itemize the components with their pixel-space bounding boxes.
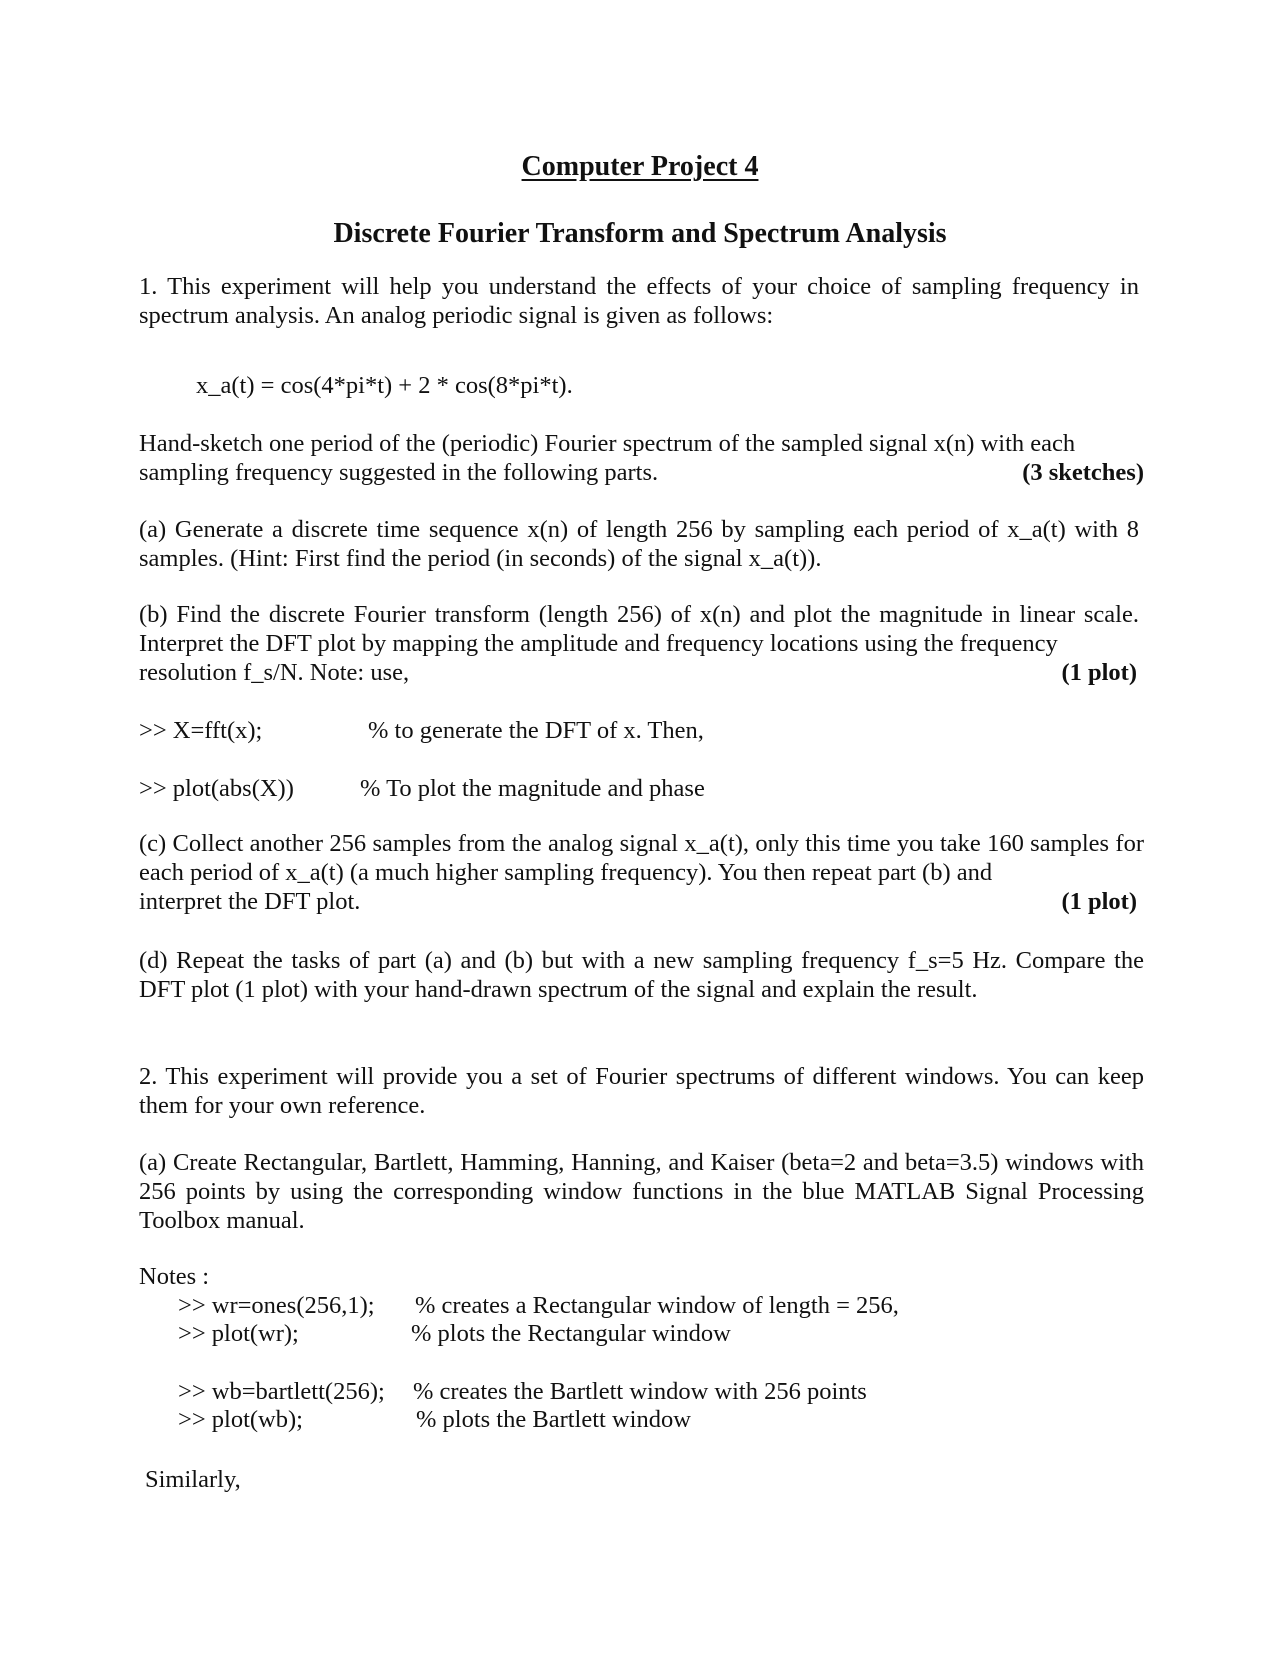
q1-formula: x_a(t) = cos(4*pi*t) + 2 * cos(8*pi*t). xyxy=(196,372,573,399)
q1-sketch-text: Hand-sketch one period of the (periodic) Fourier spectrum of the sampled signal x(n) with each xyxy=(139,430,1076,457)
code-comment: % plots the Bartlett window xyxy=(416,1406,691,1433)
q1-part-c-line xyxy=(139,887,1137,916)
q2-part-a: (a) Create Rectangular, Bartlett, Hamming, Hanning, and Kaiser (beta=2 and beta=3.5) windows with 256 points by using the corresponding window functions in the blue MATLAB Signal Processing Toolbox manual. xyxy=(139,1149,1144,1234)
q1-part-b-end: resolution f_s/N. Note: use, xyxy=(139,659,410,686)
q2-code-line xyxy=(178,1405,691,1434)
code-command: >> X=fft(x); xyxy=(139,717,263,744)
q1-part-c-note: (1 plot) xyxy=(1061,888,1137,915)
code-command: >> plot(wr); xyxy=(178,1320,299,1347)
q2-notes-label: Notes : xyxy=(139,1263,210,1290)
q2-intro: 2. This experiment will provide you a set of Fourier spectrums of different windows. You can keep them for your own reference. xyxy=(139,1063,1144,1119)
code-comment: % creates the Bartlett window with 256 points xyxy=(413,1378,867,1405)
code-comment: % To plot the magnitude and phase xyxy=(360,775,705,802)
q1-part-b-note: (1 plot) xyxy=(1061,659,1137,686)
q1-part-a: (a) Generate a discrete time sequence x(n) of length 256 by sampling each period of x_a(t) with 8 samples. (Hint: First find the period (in seconds) of the signal x_a(t)). xyxy=(139,516,1139,572)
q1-part-c-end: interpret the DFT plot. xyxy=(139,888,361,915)
code-command: >> wb=bartlett(256); xyxy=(178,1378,385,1405)
code-comment: % plots the Rectangular window xyxy=(411,1320,731,1347)
q1-part-d: (d) Repeat the tasks of part (a) and (b) but with a new sampling frequency f_s=5 Hz. Compare the DFT plot (1 plot) with your hand-drawn spectrum of the signal and explain the result. xyxy=(139,947,1144,1003)
code-command: >> wr=ones(256,1); xyxy=(178,1292,375,1319)
q1-part-c: (c) Collect another 256 samples from the analog signal x_a(t), only this time you take 160 samples for each period of x_a(t) (a much higher sampling frequency). You then repeat part (b) and xyxy=(139,830,1144,886)
q1-code-2 xyxy=(139,774,705,803)
q2-similarly: Similarly, xyxy=(145,1466,241,1493)
code-command: >> plot(abs(X)) xyxy=(139,775,294,802)
code-command: >> plot(wb); xyxy=(178,1406,303,1433)
code-comment: % to generate the DFT of x. Then, xyxy=(368,717,704,744)
q1-code-1 xyxy=(139,716,704,745)
q2-code-line xyxy=(178,1377,867,1406)
q2-code-line xyxy=(178,1291,899,1320)
page-subtitle: Discrete Fourier Transform and Spectrum Analysis xyxy=(333,218,947,249)
q1-part-b: (b) Find the discrete Fourier transform (length 256) of x(n) and plot the magnitude in linear scale. Interpret the DFT plot by mapping the amplitude and frequency locations using the frequency xyxy=(139,601,1139,657)
q2-code-line xyxy=(178,1319,731,1348)
q1-sketch-text-end: sampling frequency suggested in the following parts. xyxy=(139,459,659,486)
q1-sketch-line xyxy=(139,458,1144,487)
q1-intro: 1. This experiment will help you understand the effects of your choice of sampling frequency in spectrum analysis. An analog periodic signal is given as follows: xyxy=(139,273,1139,329)
code-comment: % creates a Rectangular window of length = 256, xyxy=(415,1292,899,1319)
q1-sketch-note: (3 sketches) xyxy=(1022,459,1144,486)
page-title: Computer Project 4 xyxy=(521,151,759,182)
q1-part-b-line xyxy=(139,658,1137,687)
